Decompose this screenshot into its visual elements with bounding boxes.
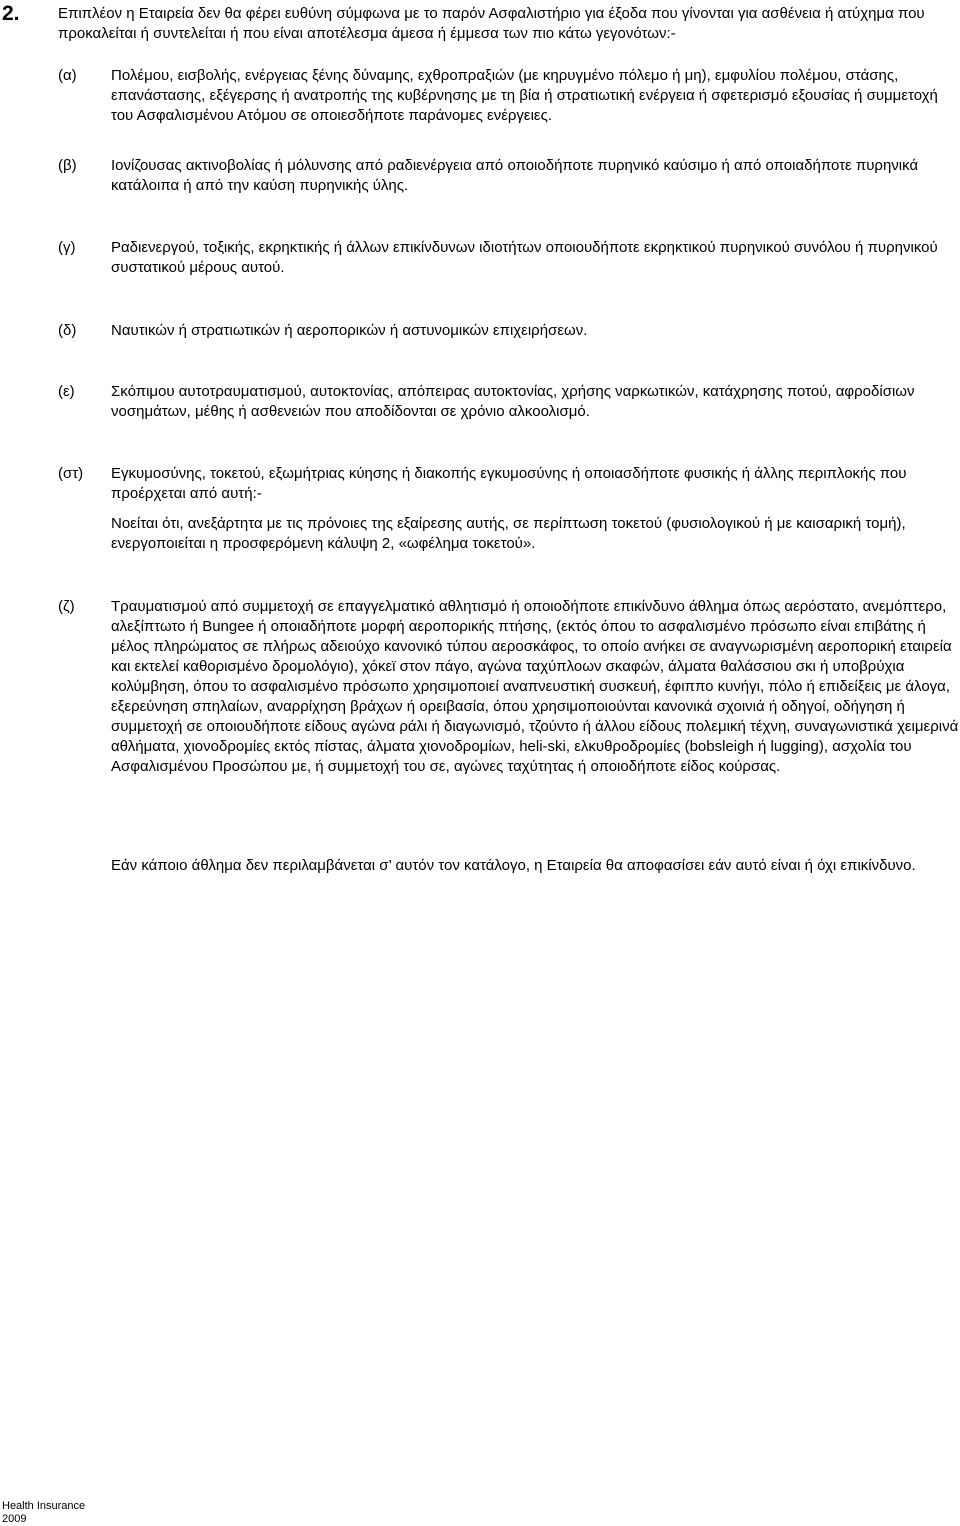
item-label: (β) xyxy=(58,157,77,174)
item-text: Πολέμου, εισβολής, ενέργειας ξένης δύναμης, εχθροπραξιών (με κηρυγμένο πόλεμο ή μη), εμφυλίου πολέμου, στάσης, επανάστασης, εξέγερσης ή ανατροπής της κυβέρνησης με τη βία ή στρατιωτική ενέργεια ή σφετερισμό εξουσίας ή συμμετοχή του Ασφαλισμένου Ατόμου σε οποιεσδήποτε παράνομες ενέργειες. xyxy=(111,67,938,124)
item-text: Σκόπιμου αυτοτραυματισμού, αυτοκτονίας, απόπειρας αυτοκτονίας, χρήσης ναρκωτικών, κατάχρησης ποτού, αφροδίσιων νοσημάτων, μέθης ή ασθενειών που αποδίδονται σε χρόνιο αλκοολισμό. xyxy=(111,383,915,420)
item-text: Ναυτικών ή στρατιωτικών ή αεροπορικών ή αστυνομικών επιχειρήσεων. xyxy=(111,322,588,339)
item-label: (γ) xyxy=(58,239,76,256)
footer xyxy=(2,1500,85,1526)
item-note: Νοείται ότι, ανεξάρτητα με τις πρόνοιες της εξαίρεσης αυτής, σε περίπτωση τοκετού (φυσιολογικού ή με καισαρική τομή), ενεργοποιείται η προσφερόμενη κάλυψη 2, «ωφέλημα τοκετού». xyxy=(111,515,906,552)
section-number: 2. xyxy=(2,2,20,25)
item-label: (α) xyxy=(58,67,77,84)
item-text: Ιονίζουσας ακτινοβολίας ή μόλυνσης από ραδιενέργεια από οποιοδήποτε πυρηνικό καύσιμο ή από οποιαδήποτε πυρηνικά κατάλοιπα ή από την καύση πυρηνικής ύλης. xyxy=(111,157,919,194)
item-label: (ζ) xyxy=(58,598,75,615)
item-label: (δ) xyxy=(58,322,77,339)
section-intro: Επιπλέον η Εταιρεία δεν θα φέρει ευθύνη σύμφωνα με το παρόν Ασφαλιστήριο για έξοδα που γίνονται για ασθένεια ή ατύχημα που προκαλείται ή συντελείται ή που είναι αποτέλεσμα άμεσα ή έμμεσα των πιο κάτω γεγονότων:- xyxy=(58,5,925,42)
footer-document-name: Health Insurance xyxy=(2,1500,86,1512)
item-text: Τραυματισμού από συμμετοχή σε επαγγελματικό αθλητισμό ή οποιοδήποτε επικίνδυνο άθλημα όπως αερόστατο, ανεμόπτερο, αλεξίπτωτο ή Bungee ή οποιαδήποτε μορφή αεροπορικής πτήσης, (εκτός όπου το ασφαλισμένο πρόσωπο είναι επιβάτης ή μέλος πληρώματος σε πλήρως αδειούχο κανονικό τύπου αεροσκάφος, το οποίο ανήκει σε αναγνωρισμένη αεροπορική εταιρεία και εκτελεί καθορισμένο δρομολόγιο), χόκεϊ στον πάγο, αγώνα ταχύπλοων σκαφών, άλματα θαλάσσιου σκι ή υποβρύχια κολύμβηση, όπου το ασφαλισμένο πρόσωπο χρησιμοποιεί αναπνευστική συσκευή, έφιππο κυνήγι, πόλο ή επιδείξεις με άλογα, εξερεύνηση σπηλαίων, αναρρίχηση βράχων ή ορειβασία, όπου χρησιμοποιούνται κανονικά σχοινιά ή οδηγοί, οδήγηση ή συμμετοχή σε οποιουδήποτε είδους αγώνα ράλι ή διαγωνισμό, τζούντο ή άλλου είδους πολεμική τέχνη, συναγωνιστικά χειμερινά αθλήματα, χιονοδρομίες εκτός πίστας, άλματα χιονοδρομίων, heli-ski, ελκυθροδρομίες (bobsleigh ή lugging), ασχολία του Ασφαλισμένου Προσώπου με, ή συμμετοχή του σε, αγώνες ταχύτητας ή οποιοδήποτε είδος κούρσας. xyxy=(111,598,959,775)
item-text: Ραδιενεργού, τοξικής, εκρηκτικής ή άλλων επικίνδυνων ιδιοτήτων οποιουδήποτε εκρηκτικού πυρηνικού συνόλου ή πυρηνικού συστατικού μέρους αυτού. xyxy=(111,239,938,276)
item-label: (ε) xyxy=(58,383,75,400)
closing-paragraph: Εάν κάποιο άθλημα δεν περιλαμβάνεται σ’ αυτόν τον κατάλογο, η Εταιρεία θα αποφασίσει εάν αυτό είναι ή όχι επικίνδυνο. xyxy=(111,857,916,874)
item-text: Εγκυμοσύνης, τοκετού, εξωμήτριας κύησης ή διακοπής εγκυμοσύνης ή οποιασδήποτε φυσικής ή άλλης περιπλοκής που προέρχεται από αυτή:- xyxy=(111,465,907,502)
item-label: (στ) xyxy=(58,465,84,482)
footer-year: 2009 xyxy=(2,1513,27,1525)
